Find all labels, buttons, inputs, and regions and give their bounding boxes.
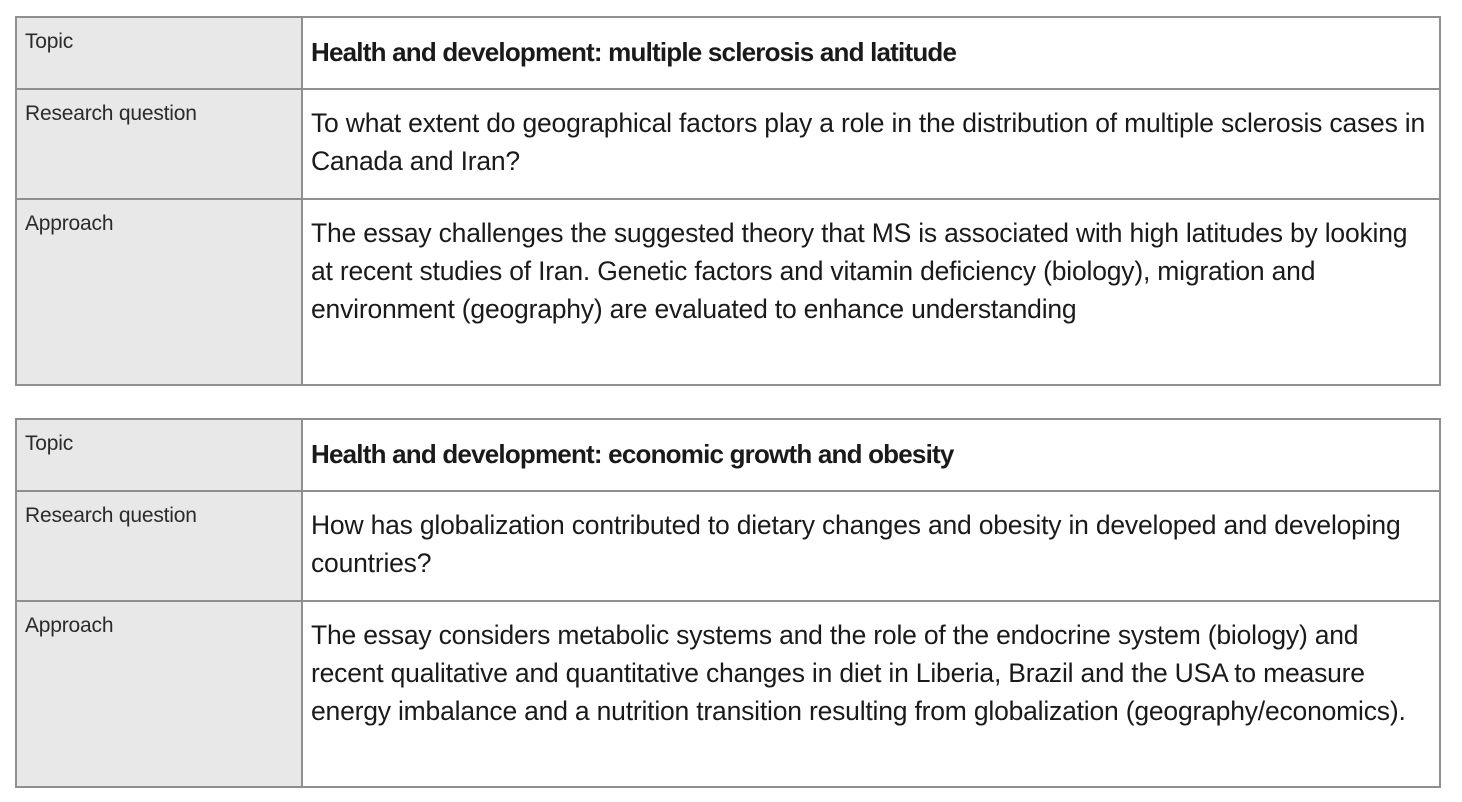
research-question-value: To what extent do geographical factors play a role in the distribution of multiple sclerosis cases in Canada and Iran? [302, 89, 1440, 199]
topic-row [16, 419, 1440, 491]
research-question-label: Research question [16, 491, 302, 601]
research-question-label: Research question [16, 89, 302, 199]
essay-table-2 [15, 418, 1441, 788]
topic-label: Topic [16, 419, 302, 491]
approach-label: Approach [16, 601, 302, 787]
topic-value: Health and development: multiple sclerosis and latitude [302, 17, 1440, 89]
approach-label: Approach [16, 199, 302, 385]
approach-value: The essay challenges the suggested theory that MS is associated with high latitudes by looking at recent studies of Iran. Genetic factors and vitamin deficiency (biology), migration and environment (geography) are evaluated to enhance understanding [302, 199, 1440, 385]
topic-value: Health and development: economic growth and obesity [302, 419, 1440, 491]
research-question-row [16, 491, 1440, 601]
approach-row [16, 199, 1440, 385]
topic-label: Topic [16, 17, 302, 89]
essay-table-1 [15, 16, 1441, 386]
research-question-row [16, 89, 1440, 199]
approach-row [16, 601, 1440, 787]
topic-row [16, 17, 1440, 89]
approach-value: The essay considers metabolic systems and the role of the endocrine system (biology) and recent qualitative and quantitative changes in diet in Liberia, Brazil and the USA to measure energy imbalance and a nutrition transition resulting from globalization (geography/economics). [302, 601, 1440, 787]
research-question-value: How has globalization contributed to dietary changes and obesity in developed and developing countries? [302, 491, 1440, 601]
